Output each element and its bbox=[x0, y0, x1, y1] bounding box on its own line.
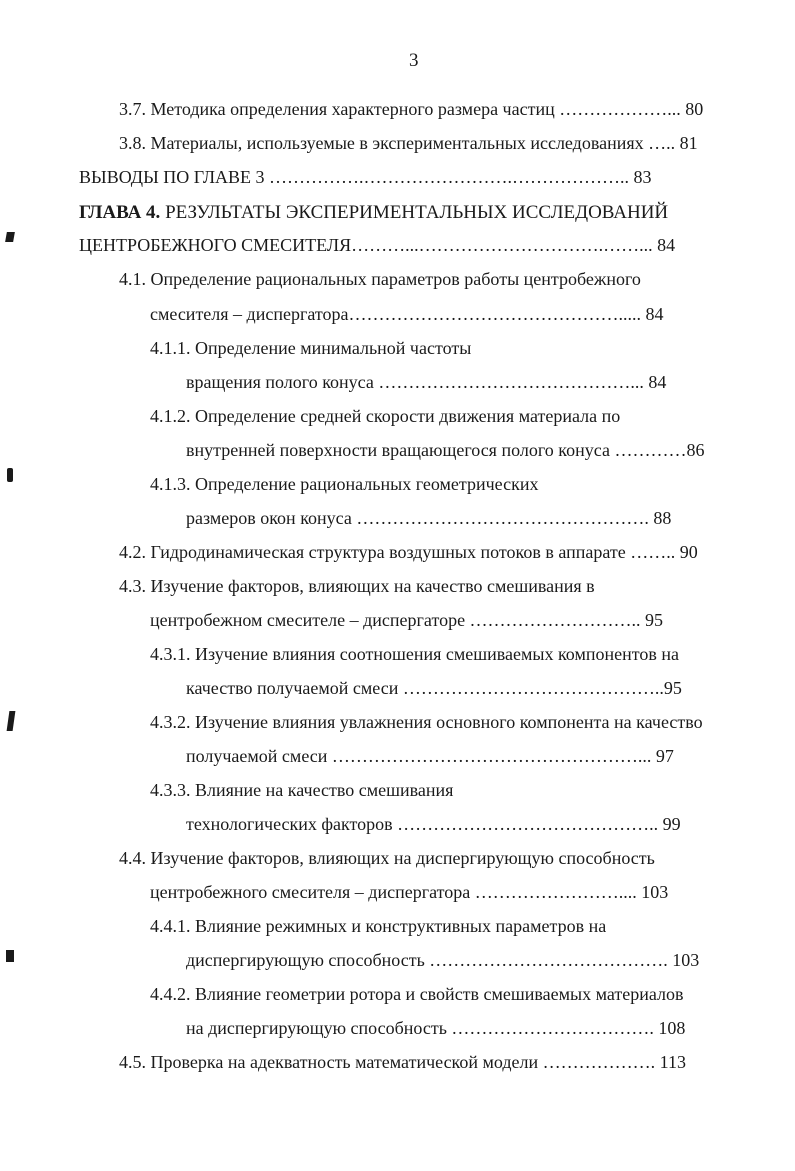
toc-entry-4-3-3: 4.3.3. Влияние на качество смешивания bbox=[150, 780, 454, 800]
toc-entry-4-1-1-cont: вращения полого конуса ……………………………………... 84 bbox=[186, 372, 667, 392]
toc-entry-4-4-1-cont: диспергирующую способность …………………………………. 103 bbox=[186, 950, 700, 970]
toc-entry-4-4-2: 4.4.2. Влияние геометрии ротора и свойств смешиваемых материалов bbox=[150, 984, 684, 1004]
toc-entry-4-4-cont: центробежного смесителя – диспергатора …………………….... 103 bbox=[150, 882, 669, 902]
toc-entry-4-3: 4.3. Изучение факторов, влияющих на качество смешивания в bbox=[119, 576, 595, 596]
toc-entry-4-1-3-cont: размеров окон конуса …………………………………………. 88 bbox=[186, 508, 672, 528]
toc-entry-4-3-1: 4.3.1. Изучение влияния соотношения смешиваемых компонентов на bbox=[150, 644, 679, 664]
toc-entry-4-1-2-cont: внутренней поверхности вращающегося полого конуса …………86 bbox=[186, 440, 705, 460]
toc-entry-4-4-1: 4.4.1. Влияние режимных и конструктивных параметров на bbox=[150, 916, 607, 936]
chapter-title: РЕЗУЛЬТАТЫ ЭКСПЕРИМЕНТАЛЬНЫХ ИССЛЕДОВАНИЙ bbox=[160, 202, 669, 223]
toc-entry-4-1: 4.1. Определение рациональных параметров работы центробежного bbox=[119, 269, 641, 289]
toc-entry-4-3-cont: центробежном смесителе – диспергаторе ……………………….. 95 bbox=[150, 610, 664, 630]
toc-entry-4-3-1-cont: качество получаемой смеси ……………………………………..95 bbox=[186, 678, 682, 698]
toc-entry-3-7: 3.7. Методика определения характерного размера частиц ………………... 80 bbox=[119, 99, 704, 119]
scan-artifact-mark bbox=[7, 468, 13, 482]
toc-entry-4-2: 4.2. Гидродинамическая структура воздушных потоков в аппарате …….. 90 bbox=[119, 542, 698, 562]
toc-entry-4-1-1: 4.1.1. Определение минимальной частоты bbox=[150, 338, 472, 358]
toc-entry-4-3-2-cont: получаемой смеси ……………………………………………... 97 bbox=[186, 746, 674, 766]
toc-entry-4-4: 4.4. Изучение факторов, влияющих на диспергирующую способность bbox=[119, 848, 655, 868]
scan-artifact-mark bbox=[5, 232, 15, 242]
toc-entry-4-1-3: 4.1.3. Определение рациональных геометрических bbox=[150, 474, 539, 494]
scan-artifact-mark bbox=[6, 950, 14, 962]
toc-entry-chapter-4-title bbox=[79, 201, 668, 225]
toc-entry-4-1-2: 4.1.2. Определение средней скорости движения материала по bbox=[150, 406, 621, 426]
chapter-label: ГЛАВА 4. bbox=[79, 202, 161, 223]
page-number: 3 bbox=[409, 50, 419, 71]
toc-entry-4-5: 4.5. Проверка на адекватность математической модели ………………. 113 bbox=[119, 1052, 686, 1072]
toc-entry-4-4-2-cont: на диспергирующую способность ……………………………. 108 bbox=[186, 1018, 686, 1038]
toc-entry-4-3-3-cont: технологических факторов …………………………………….. 99 bbox=[186, 814, 681, 834]
toc-entry-4-1-cont: смесителя – диспергатора………………………………………..... 84 bbox=[150, 304, 664, 324]
toc-entry-4-3-2: 4.3.2. Изучение влияния увлажнения основного компонента на качество bbox=[150, 712, 703, 732]
toc-entry-conclusions-3: ВЫВОДЫ ПО ГЛАВЕ 3 …………….…………………….……………….. 83 bbox=[79, 167, 652, 187]
toc-entry-3-8: 3.8. Материалы, используемые в экспериментальных исследованиях ….. 81 bbox=[119, 133, 698, 153]
scan-artifact-mark bbox=[7, 711, 16, 731]
toc-entry-chapter-4-cont: ЦЕНТРОБЕЖНОГО СМЕСИТЕЛЯ………...………………………….……... 84 bbox=[79, 235, 676, 255]
